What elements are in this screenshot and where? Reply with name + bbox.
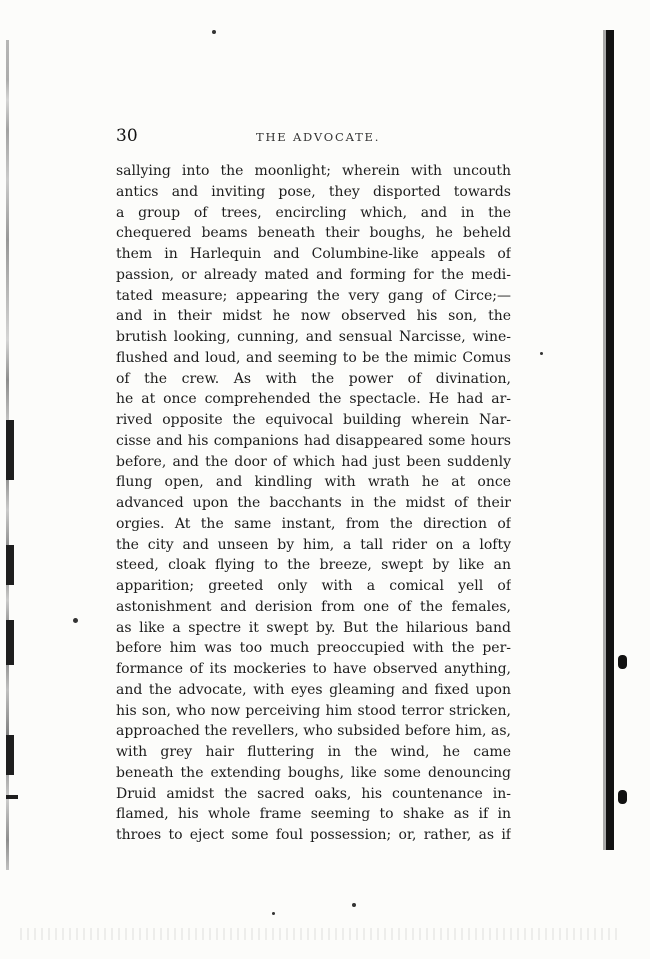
text-line: sallying into the moonlight; wherein with uncouth — [116, 163, 511, 179]
scan-speck — [212, 30, 216, 34]
binding-mark — [6, 620, 14, 665]
text-line: and the advocate, with eyes gleaming and fixed upon — [116, 681, 511, 698]
body-text — [116, 161, 511, 846]
running-head: THE ADVOCATE. — [256, 130, 381, 144]
text-line: chequered beams beneath their boughs, he beheld — [116, 225, 511, 242]
scan-speck — [73, 618, 78, 623]
text-line: tated measure; appearing the very gang of Circe;— — [116, 287, 511, 304]
page-number: 30 — [116, 126, 138, 146]
text-line: his son, who now perceiving him stood terror stricken, — [116, 702, 511, 719]
binding-mark — [6, 420, 14, 480]
page-header — [116, 126, 498, 152]
text-line: with grey hair fluttering in the wind, he came — [116, 744, 511, 760]
text-line: throes to eject some foul possession; or, rather, as if — [116, 827, 511, 843]
text-line: formance of its mockeries to have observed anything, — [116, 661, 511, 677]
right-page-edge — [606, 30, 614, 850]
text-line: antics and inviting pose, they disported towards — [116, 183, 511, 200]
text-line: flamed, his whole frame seeming to shake as if in — [116, 806, 511, 823]
text-line: astonishment and derision from one of the females, — [116, 598, 511, 615]
text-line: steed, cloak flying to the breeze, swept by like an — [116, 557, 511, 574]
text-line: as like a spectre it swept by. But the hilarious band — [116, 619, 511, 636]
binding-mark — [6, 735, 14, 775]
text-line: the city and unseen by him, a tall rider on a lofty — [116, 536, 511, 553]
scan-blot — [618, 790, 627, 804]
scan-noise — [20, 928, 620, 940]
text-line: rived opposite the equivocal building wherein Nar- — [116, 412, 511, 428]
text-line: he at once comprehended the spectacle. He had ar- — [116, 391, 511, 408]
text-line: approached the revellers, who subsided before him, as, — [116, 723, 511, 740]
text-line: advanced upon the bacchants in the midst of their — [116, 495, 511, 511]
text-line: of the crew. As with the power of divination, — [116, 370, 511, 387]
binding-mark — [6, 545, 14, 585]
text-line: before, and the door of which had just been suddenly — [116, 453, 511, 470]
text-line: flung open, and kindling with wrath he at once — [116, 474, 511, 491]
scan-speck — [540, 352, 543, 355]
text-line: them in Harlequin and Columbine-like appeals of — [116, 246, 511, 262]
binding-mark — [6, 795, 18, 799]
text-line: flushed and loud, and seeming to be the mimic Comus — [116, 349, 511, 366]
text-line: and in their midst he now observed his son, the — [116, 308, 511, 325]
text-line: a group of trees, encircling which, and in the — [116, 204, 511, 221]
scan-speck — [272, 912, 275, 915]
text-line: orgies. At the same instant, from the direction of — [116, 515, 511, 532]
text-line: Druid amidst the sacred oaks, his countenance in- — [116, 785, 511, 802]
text-line: beneath the extending boughs, like some denouncing — [116, 764, 511, 781]
text-line: passion, or already mated and forming for the medi- — [116, 266, 511, 283]
text-line: brutish looking, cunning, and sensual Narcisse, wine- — [116, 329, 511, 345]
text-line: cisse and his companions had disappeared some hours — [116, 432, 511, 449]
text-line: apparition; greeted only with a comical yell of — [116, 578, 511, 594]
scan-speck — [352, 903, 356, 907]
scan-blot — [618, 655, 627, 669]
text-line: before him was too much preoccupied with the per- — [116, 640, 511, 657]
